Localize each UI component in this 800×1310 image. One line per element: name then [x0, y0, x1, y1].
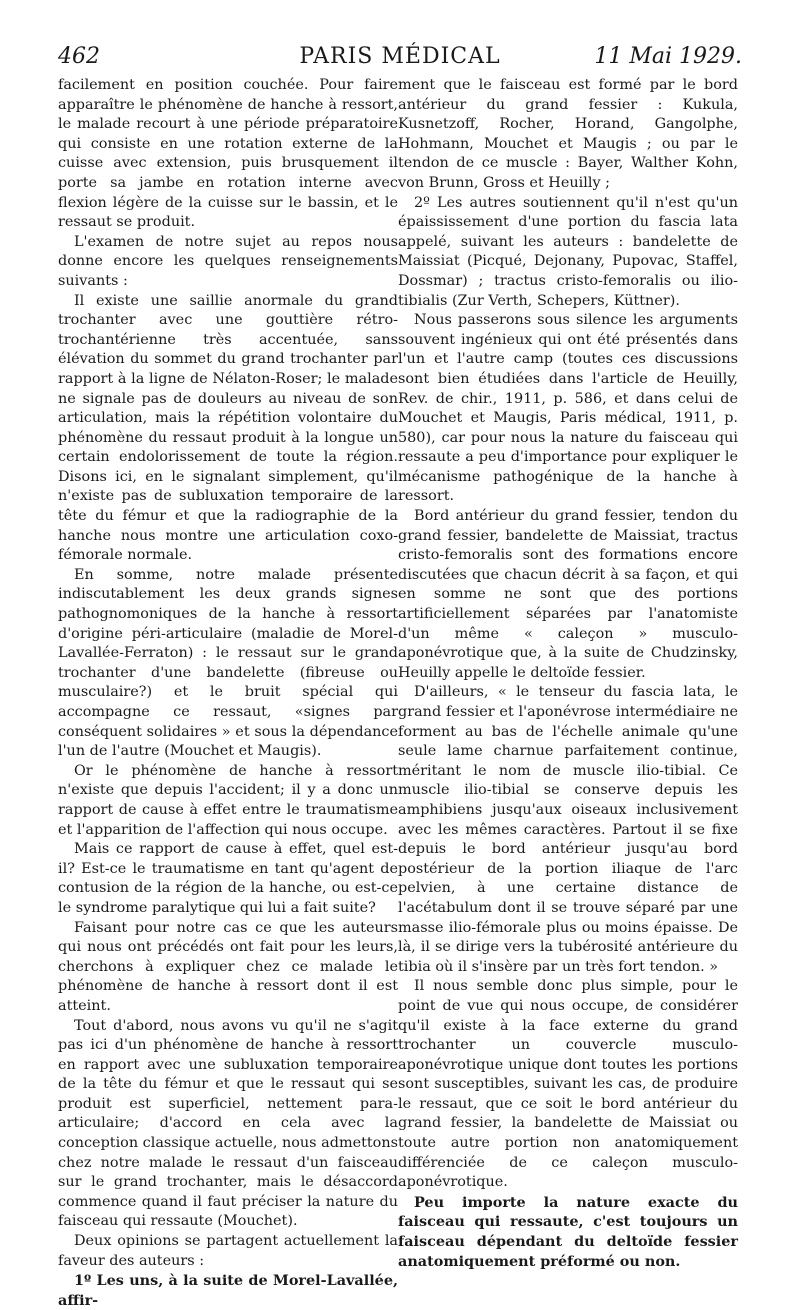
right-column — [398, 76, 738, 1271]
paragraph: Nous passerons sous silence les arguments souvent ingénieux qui ont été présentés dans l'un et l'autre camp (toutes ces discussions sont bien étudiées dans l'article de Heuilly, Rev. de chir., 1911, p. 586, et dans celui de Mouchet et Maugis, Paris médical, 1911, p. 580), car pour nous la nature du faisceau qui ressaute a peu d'importance pour expliquer le mécanisme pathogénique de la hanche à ressort. — [398, 312, 738, 505]
paragraph: ment que le faisceau est formé par le bord antérieur du grand fessier : Kukula, Kusnetzoff, Rocher, Horand, Gangolphe, Hohmann, Mouchet et Maugis ; ou par le tendon de ce muscle : Bayer, Walther Kohn, von Brunn, Gross et Heuilly ; — [398, 77, 738, 191]
paragraph: D'ailleurs, « le tenseur du fascia lata, le grand fessier et l'aponévrose intermédiaire ne forment au bas de l'échelle animale qu'une seule lame charnue parfaitement continue, méritant le nom de muscle ilio-tibial. Ce muscle ilio-tibial se conserve depuis les amphibiens jusqu'aux oiseaux inclusivement avec les mêmes caractères. Partout il se fixe depuis le bord antérieur jusqu'au bord postérieur de la portion iliaque de l'arc pelvien, à une certaine distance de l'acétabulum dont il se trouve séparé par une masse ilio-fémorale plus ou moins épaisse. De là, il se dirige vers la tubérosité antérieure du tibia où il s'insère par un très fort tendon. » — [398, 684, 738, 975]
page-number: 462 — [58, 44, 100, 69]
paragraph: Il nous semble donc plus simple, pour le point de vue qui nous occupe, de considérer qu'il existe à la face externe du grand trochanter un couvercle musculo-aponévrotique unique dont toutes les portions sont susceptibles, suivant les cas, de produire le ressaut, que ce soit le bord antérieur du grand fessier, la bandelette de Maissiat ou toute autre portion non anatomiquement différenciée de ce caleçon musculo-aponévrotique. — [398, 978, 738, 1191]
paragraph: 1º Les uns, à la suite de Morel-Lavallée, affir- — [58, 1272, 398, 1309]
paragraph: Bord antérieur du grand fessier, tendon du grand fessier, bandelette de Maissiat, tractus cristo-femoralis sont des formations encore discutées que chacun décrit à sa façon, et qui en somme ne sont que des portions artificiellement séparées par l'anatomiste d'un même « caleçon » musculo-aponévrotique que, à la suite de Chudzinsky, Heuilly appelle le deltoïde fessier. — [398, 508, 738, 681]
paragraph: Mais ce rapport de cause à effet, quel est-il? Est-ce le traumatisme en tant qu'agent de contusion de la région de la hanche, ou est-ce le syndrome paralytique qui lui a fait suite? — [58, 841, 398, 916]
journal-title: PARIS MÉDICAL — [299, 44, 501, 69]
left-column — [58, 76, 398, 1310]
paragraph: Tout d'abord, nous avons vu qu'il ne s'agit pas ici d'un phénomène de hanche à ressort en rapport avec une subluxation temporaire de la tête du fémur et que le ressaut qui se produit est superficiel, nettement para-articulaire; d'accord en cela avec la conception classique actuelle, nous admettons chez notre malade le ressaut d'un faisceau sur le grand trochanter, mais le désaccord commence quand il faut préciser la nature du faisceau qui ressaute (Mouchet). — [58, 1017, 398, 1230]
paragraph: En somme, notre malade présente indiscutablement les deux grands signes pathognomoniques de la hanche à ressort d'origine péri-articulaire (maladie de Morel-Lavallée-Ferraton) : le ressaut sur le grand trochanter d'une bandelette (fibreuse ou musculaire?) et le bruit spécial qui accompagne ce ressaut, «signes par conséquent solidaires » et sous la dépendance l'un de l'autre (Mouchet et Maugis). — [58, 566, 398, 760]
paragraph: 2º Les autres soutiennent qu'il n'est qu'un épaississement d'une portion du fascia lata appelé, suivant les auteurs : bandelette de Maissiat (Picqué, Dejonany, Pupovac, Staffel, Dossmar) ; tractus cristo-femoralis ou ilio-tibialis (Zur Verth, Schepers, Küttner). — [398, 194, 738, 309]
paragraph: Deux opinions se partagent actuellement la faveur des auteurs : — [58, 1233, 398, 1269]
paragraph: Or le phénomène de hanche à ressort n'existe que depuis l'accident; il y a donc un rapport de cause à effet entre le traumatisme et l'apparition de l'affection qui nous occupe. — [58, 762, 398, 838]
issue-date: 11 Mai 1929. — [594, 44, 742, 69]
paragraph: Peu importe la nature exacte du faisceau qui ressaute, c'est toujours un faisceau dépendant du deltoïde fessier anatomiquement préformé ou non. — [398, 1193, 738, 1270]
paragraph: Faisant pour notre cas ce que les auteurs qui nous ont précédés ont fait pour les leurs, cherchons à expliquer chez ce malade le phénomène de hanche à ressort dont il est atteint. — [58, 919, 398, 1014]
paragraph: Il existe une saillie anormale du grand trochanter avec une gouttière rétro-trochantérienne très accentuée, sans élévation du sommet du grand trochanter par rapport à la ligne de Nélaton-Roser; le malade ne signale pas de douleurs au niveau de son articulation, mais la répétition volontaire du phénomène du ressaut produit à la longue un certain endolorissement de toute la région. Disons ici, en le signalant simplement, qu'il n'existe pas de subluxation temporaire de la tête du fémur et que la radiographie de la hanche nous montre une articulation coxo-fémorale normale. — [58, 292, 398, 564]
paragraph: facilement en position couchée. Pour faire apparaître le phénomène de hanche à ressort, le malade recourt à une période préparatoire qui consiste en une rotation externe de la cuisse avec extension, puis brusquement il porte sa jambe en rotation interne avec flexion légère de la cuisse sur le bassin, et le ressaut se produit. — [58, 77, 398, 231]
running-header — [58, 42, 742, 74]
paragraph: L'examen de notre sujet au repos nous donne encore les quelques renseignements suivants : — [58, 233, 398, 289]
